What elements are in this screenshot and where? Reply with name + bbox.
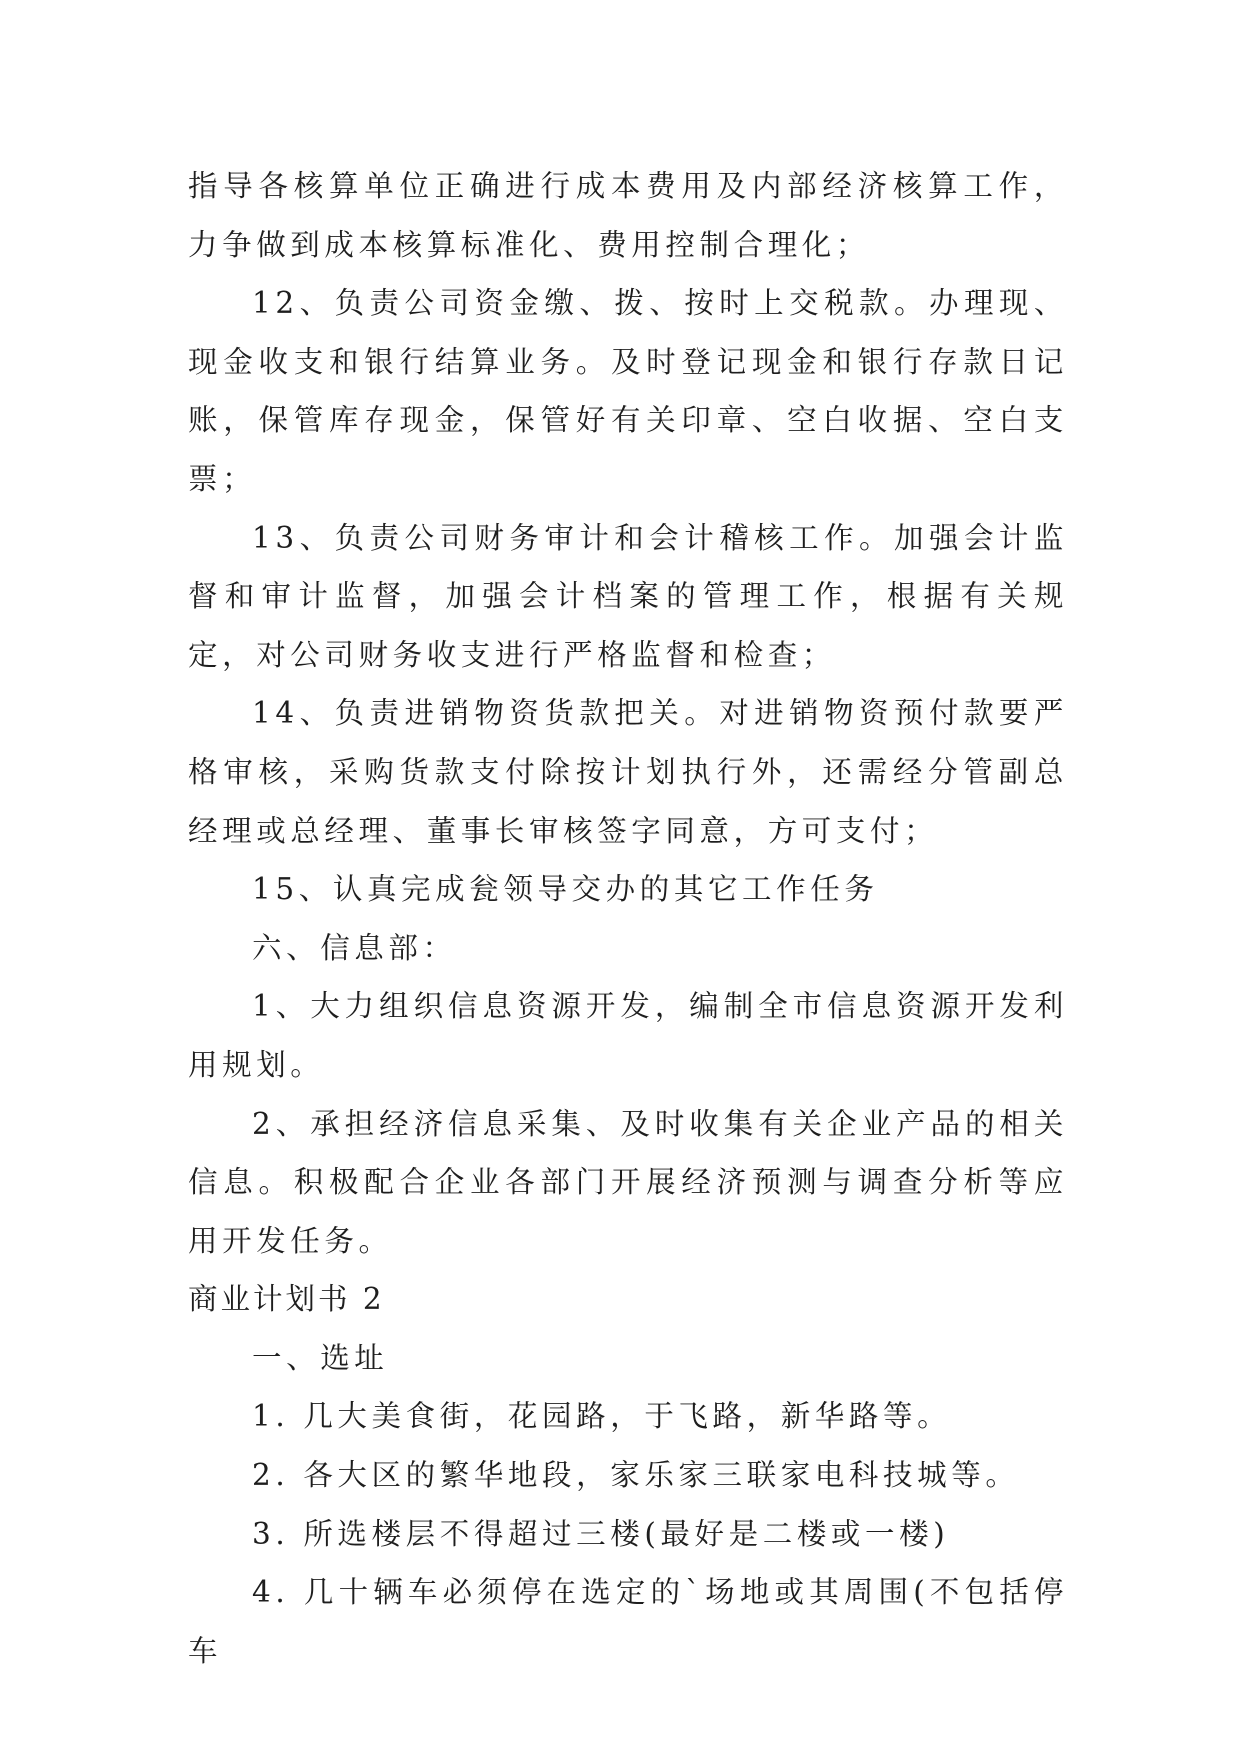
heading-site-selection: 一、选址 xyxy=(252,1340,389,1375)
paragraph-accounting-guidance: 指导各核算单位正确进行成本费用及内部经济核算工作，力争做到成本核算标准化、费用控制合理化； xyxy=(188,169,1068,262)
section-title-business-plan: 商业计划书 2 xyxy=(188,1282,385,1317)
paragraph-item-12: 12、负责公司资金缴、拨、按时上交税款。办理现、现金收支和银行结算业务。及时登记现金和银行存款日记账，保管库存现金，保管好有关印章、空白收据、空白支票； xyxy=(188,286,1068,496)
paragraph-item-15: 15、认真完成瓮领导交办的其它工作任务 xyxy=(252,872,879,907)
heading-information-department: 六、信息部： xyxy=(252,930,457,965)
list-item-site-3: 3. 所选楼层不得超过三楼(最好是二楼或一楼) xyxy=(252,1516,950,1551)
list-item-site-1: 1. 几大美食街，花园路，于飞路，新华路等。 xyxy=(252,1399,952,1434)
paragraph-item-14: 14、负责进销物资货款把关。对进销物资预付款要严格审核，采购货款支付除按计划执行外，还需经分管副总经理或总经理、董事长审核签字同意，方可支付； xyxy=(188,696,1068,848)
list-item-site-2: 2. 各大区的繁华地段，家乐家三联家电科技城等。 xyxy=(252,1458,1020,1493)
paragraph-item-13: 13、负责公司财务审计和会计稽核工作。加强会计监督和审计监督，加强会计档案的管理工作，根据有关规定，对公司财务收支进行严格监督和检查； xyxy=(188,520,1068,672)
paragraph-info-item-1: 1、大力组织信息资源开发，编制全市信息资源开发利用规划。 xyxy=(188,989,1068,1082)
paragraph-info-item-2: 2、承担经济信息采集、及时收集有关企业产品的相关信息。积极配合企业各部门开展经济预测与调查分析等应用开发任务。 xyxy=(188,1106,1068,1258)
list-item-site-4: 4. 几十辆车必须停在选定的`场地或其周围(不包括停车 xyxy=(188,1575,1068,1668)
document-body xyxy=(188,157,1068,1680)
